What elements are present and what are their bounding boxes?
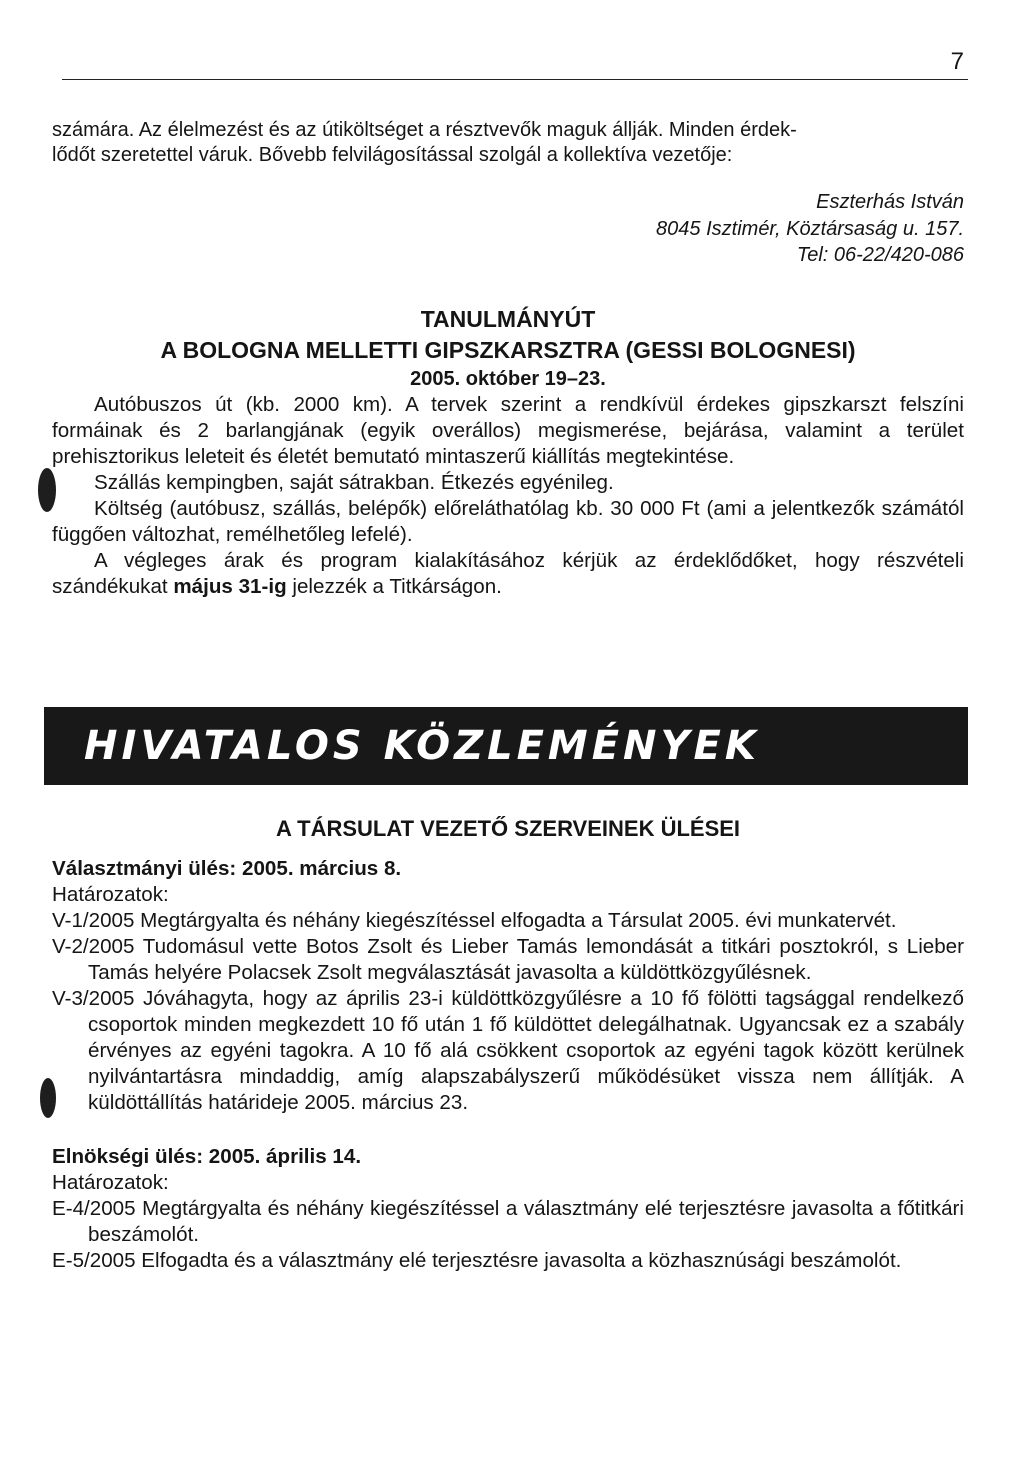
contact-name: Eszterhás István [816,191,964,213]
trip-paragraph-1: Autóbuszos út (kb. 2000 km). A tervek szerint a rendkívül érdekes gipszkarszt felszíni formáinak és 2 barlangjának (egyik overállos) megismerése, bejárása, valamint a terület prehisztorikus leleteit és életét bemutató mintaszerű kiállítás megtekintése. [52,392,964,468]
intro-line-1: számára. Az élelmezést és az útiköltséget a résztvevők maguk állják. Minden érdek- [52,119,797,141]
meetings-heading: A TÁRSULAT VEZETŐ SZERVEINEK ÜLÉSEI [275,816,741,841]
trip-paragraph-4 [52,548,964,600]
resolution-item: V-2/2005 Tudomásul vette Botos Zsolt és Lieber Tamás lemondását a titkári posztokról, s Lieber Tamás helyére Polacsek Zsolt megválasztását javasolta a küldöttközgyűlésnek. [52,935,964,984]
deadline-text-after: jelezzék a Titkárságon. [286,574,502,598]
resolution-item: E-4/2005 Megtárgyalta és néhány kiegészítéssel a választmány elé terjesztésre javasolta a főtitkári beszámolót. [52,1197,964,1246]
section-banner [44,707,968,785]
trip-paragraph-2: Szállás kempingben, saját sátrakban. Étkezés egyénileg. [94,470,614,494]
header-rule [62,79,968,80]
meeting-title: Választmányi ülés: 2005. március 8. [52,857,402,880]
contact-block [52,189,964,269]
trip-section [52,118,964,600]
deadline-text-before: A végleges árak és program kialakításához kérjük az érdeklődőket, hogy részvételi szándékukat [52,548,964,598]
resolution-item: V-3/2005 Jóváhagyta, hogy az április 23-i küldöttközgyűlésre a 10 fő fölötti tagsággal rendelkező csoportok minden megkezdett 10 fő után 1 fő küldöttet delegálhatnak. Ugyancsak ez a szabály érvényes az egyéni tagokra. A 10 fő alá csökkent csoportok az egyéni tagok között kerülnek nyilvántartásra mindaddig, amíg alapszabályszerű működésüket vissza nem állítják. A küldöttállítás határideje 2005. március 23. [52,987,964,1114]
section-gap [52,1116,964,1144]
resolution-item: V-1/2005 Megtárgyalta és néhány kiegészítéssel elfogadta a Társulat 2005. évi munkatervét. [52,909,897,932]
scan-punch-hole-bottom [40,1078,56,1118]
contact-address: 8045 Isztimér, Köztársaság u. 157. [656,217,964,240]
intro-line-2: lődőt szeretettel váruk. Bővebb felvilágosítással szolgál a kollektíva vezetője: [52,144,733,166]
deadline-date: május 31-ig [173,574,287,598]
resolution-item: E-5/2005 Elfogadta és a választmány elé terjesztésre javasolta a közhasznúsági beszámolót. [52,1249,902,1272]
meeting-title: Elnökségi ülés: 2005. április 14. [52,1145,362,1168]
resolutions-label: Határozatok: [52,1171,169,1194]
page-number: 7 [950,48,964,75]
trip-title-block [52,304,964,392]
scan-punch-hole-top [38,468,56,512]
resolutions-label: Határozatok: [52,883,169,906]
trip-paragraph-3: Költség (autóbusz, szállás, belépők) előreláthatólag kb. 30 000 Ft (ami a jelentkezők számától függően változhat, remélhetőleg lefelé). [52,496,964,546]
banner-title: HIVATALOS KÖZLEMÉNYEK [84,723,760,769]
trip-date: 2005. október 19–23. [410,367,606,390]
trip-title: TANULMÁNYÚT [420,305,596,332]
trip-subtitle: A BOLOGNA MELLETTI GIPSZKARSZTRA (GESSI BOLOGNESI) [160,336,856,363]
contact-phone: Tel: 06-22/420-086 [796,244,964,266]
meetings-section [52,814,964,1274]
